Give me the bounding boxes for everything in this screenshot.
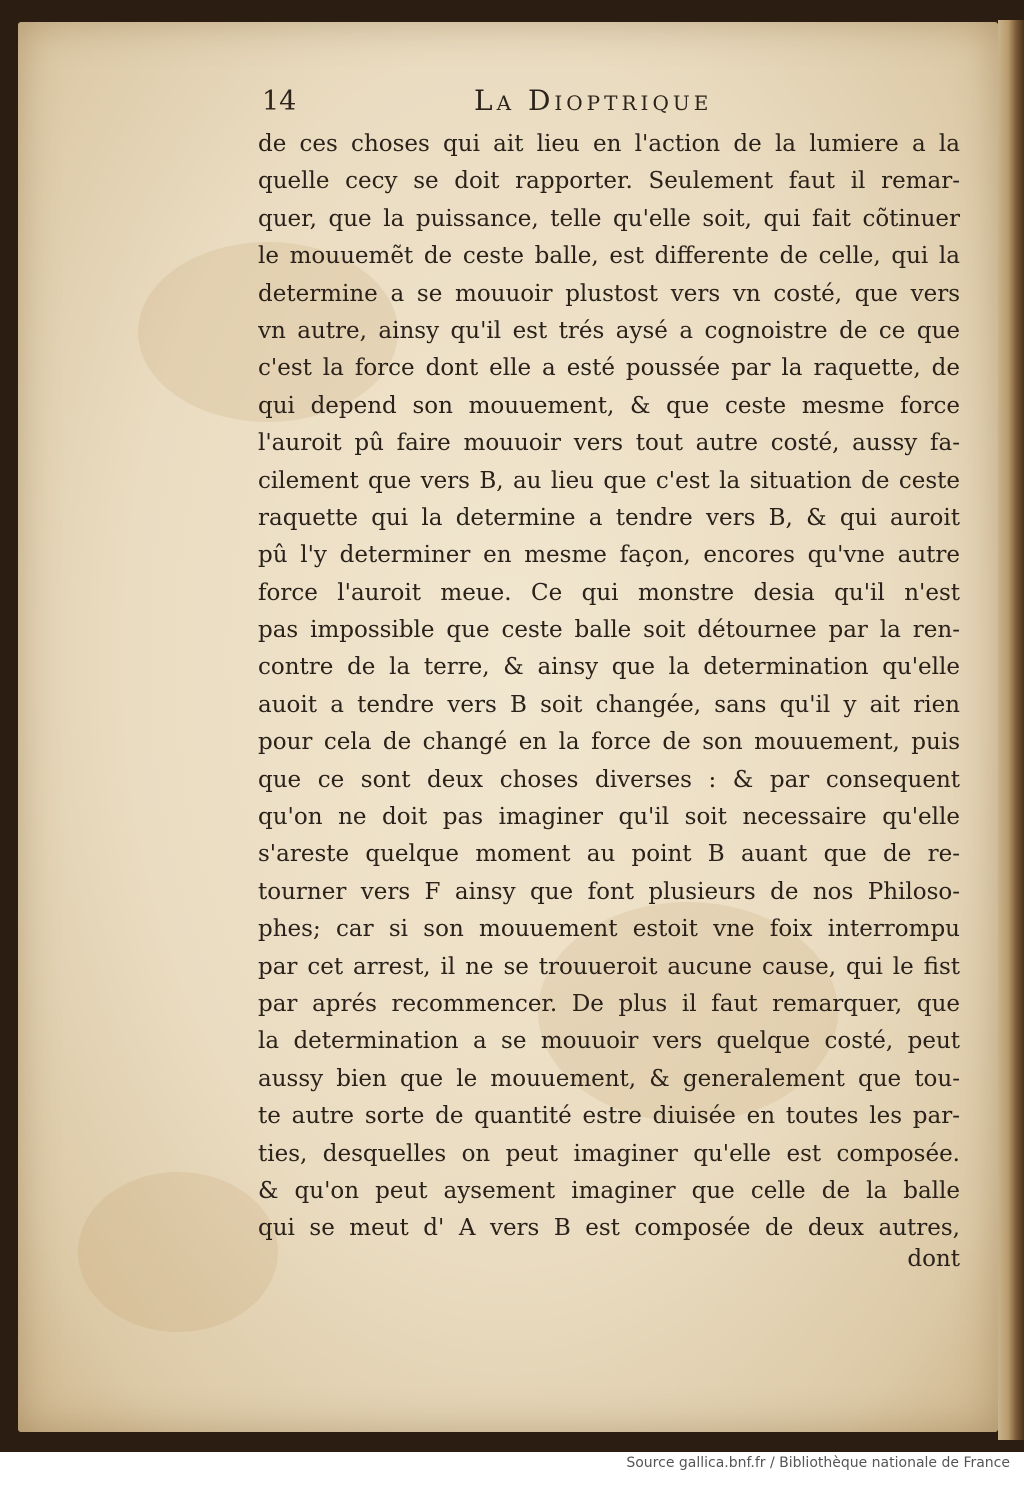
text-line: l'auroit pû faire mouuoir vers tout autre costé, aussy fa- bbox=[258, 430, 960, 457]
text-line: quelle cecy se doit rapporter. Seulement faut il remar- bbox=[258, 168, 960, 195]
text-line: pour cela de changé en la force de son mouuement, puis bbox=[258, 729, 960, 756]
book-binding-edge bbox=[998, 20, 1024, 1440]
text-line: phes; car si son mouuement estoit vne foix interrompu bbox=[258, 916, 960, 943]
text-line: c'est la force dont elle a esté poussée par la raquette, de bbox=[258, 355, 960, 382]
text-line: qui depend son mouuement, & que ceste mesme force bbox=[258, 392, 960, 419]
text-line: le mouuemẽt de ceste balle, est differente de celle, qui la bbox=[258, 243, 960, 270]
catchword: dont bbox=[907, 1246, 960, 1272]
running-title: La Dioptrique bbox=[474, 84, 713, 117]
text-line: par aprés recommencer. De plus il faut remarquer, que bbox=[258, 990, 960, 1017]
text-line: force l'auroit meue. Ce qui monstre desia qu'il n'est bbox=[258, 579, 960, 606]
text-line: la determination a se mouuoir vers quelque costé, peut bbox=[258, 1028, 960, 1055]
text-line: qu'on ne doit pas imaginer qu'il soit necessaire qu'elle bbox=[258, 804, 960, 831]
text-line: quer, que la puissance, telle qu'elle soit, qui fait cõtinuer bbox=[258, 205, 960, 232]
text-line: te autre sorte de quantité estre diuisée en toutes les par- bbox=[258, 1103, 960, 1130]
text-line: que ce sont deux choses diverses : & par consequent bbox=[258, 766, 960, 793]
text-line: qui se meut d' A vers B est composée de deux autres, bbox=[258, 1215, 960, 1242]
text-line: aussy bien que le mouuement, & generalement que tou- bbox=[258, 1065, 960, 1092]
text-line: contre de la terre, & ainsy que la determination qu'elle bbox=[258, 654, 960, 681]
text-line: de ces choses qui ait lieu en l'action de la lumiere a la bbox=[258, 131, 960, 157]
text-line: cilement que vers B, au lieu que c'est la situation de ceste bbox=[258, 467, 960, 494]
text-line: ties, desquelles on peut imaginer qu'elle est composée. bbox=[258, 1140, 960, 1167]
text-line: pas impossible que ceste balle soit détournee par la ren- bbox=[258, 617, 960, 644]
source-credit: Source gallica.bnf.fr / Bibliothèque nationale de France bbox=[626, 1455, 1010, 1471]
text-line: & qu'on peut aysement imaginer que celle de la balle bbox=[258, 1177, 960, 1204]
text-line: s'areste quelque moment au point B auant que de re- bbox=[258, 841, 960, 868]
paper-stain bbox=[78, 1172, 278, 1332]
page-number: 14 bbox=[262, 86, 297, 117]
text-line: tourner vers F ainsy que font plusieurs de nos Philoso- bbox=[258, 878, 960, 905]
text-line: determine a se mouuoir plustost vers vn costé, que vers bbox=[258, 280, 960, 307]
text-line: raquette qui la determine a tendre vers B, & qui auroit bbox=[258, 504, 960, 531]
text-line: auoit a tendre vers B soit changée, sans qu'il y ait rien bbox=[258, 691, 960, 718]
running-head bbox=[262, 82, 962, 122]
text-line: pû l'y determiner en mesme façon, encores qu'vne autre bbox=[258, 542, 960, 569]
body-text bbox=[258, 126, 960, 1248]
text-line: vn autre, ainsy qu'il est trés aysé a cognoistre de ce que bbox=[258, 317, 960, 344]
text-line: par cet arrest, il ne se trouueroit aucune cause, qui le fist bbox=[258, 953, 960, 980]
